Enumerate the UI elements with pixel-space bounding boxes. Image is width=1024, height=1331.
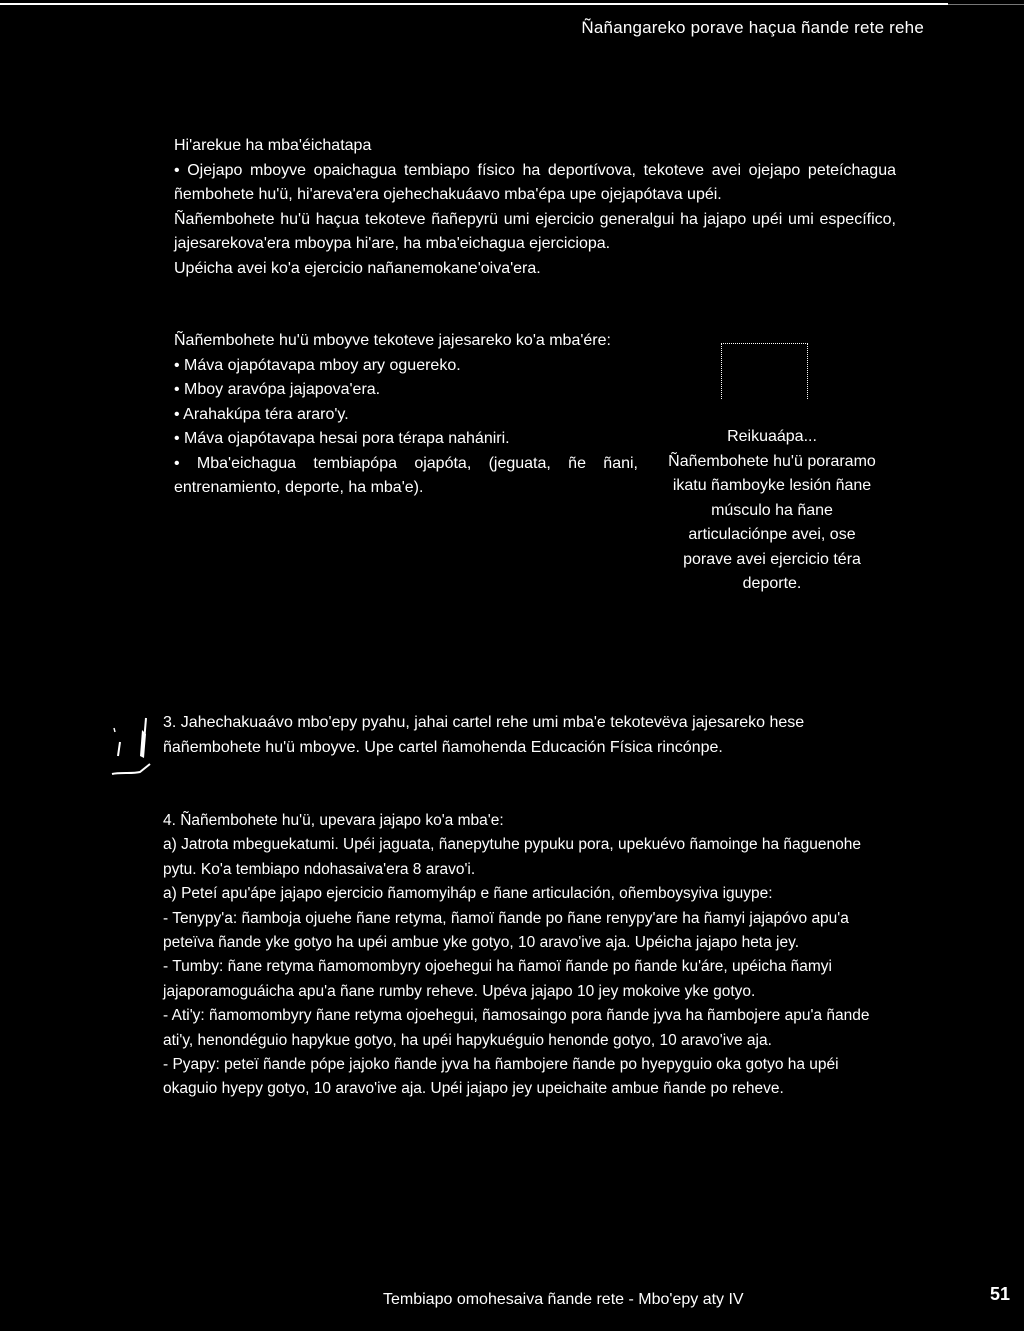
intro-section — [174, 134, 896, 281]
tip-callout — [664, 425, 880, 597]
activity-3-text: 3. Jahechakuaávo mbo'epy pyahu, jahai cartel rehe umi mba'e tekotevëva jajesareko hese ñañembohete hu'ü mboyve. Upe cartel ñamohenda Educación Física rincónpe. — [163, 714, 805, 756]
writing-hand-icon — [110, 712, 156, 778]
intro-paragraph: Upéicha avei ko'a ejercicio nañanemokane'oiva'era. — [174, 259, 541, 277]
activity-4-step: a) Jatrota mbeguekatumi. Upéi jaguata, ñanepytuhe pypuku pora, upekuévo ñamoinge ha ñaguenohe pytu. Ko'a tembiapo ndohasaiva'era 8 aravo'i. — [163, 836, 861, 878]
activity-4-step: - Tumby: ñane retyma ñamomombyry ojoehegui ha ñamoï ñande po ñande ku'áre, upéicha ñamyi jajaporamoguáicha apu'a ñane rumby reheve. Upéva jajapo 10 jey mokoive yke gotyo. — [163, 958, 832, 1000]
tip-image-frame — [721, 343, 808, 399]
page-header-title: Ñañangareko porave haçua ñande rete rehe — [581, 18, 924, 37]
checklist-item: • Mboy aravópa jajapova'era. — [174, 381, 381, 398]
activity-3 — [163, 711, 823, 760]
tip-body: Ñañembohete hu'ü poraramo ikatu ñamboyke lesión ñane músculo ha ñane articulaciónpe avei, ose porave avei ejercicio téra deporte. — [668, 452, 876, 592]
activity-4 — [163, 809, 871, 1102]
activity-4-step: - Ati'y: ñamomombyry ñane retyma ojoehegui, ñamosaingo pora ñande jyva ha ñambojere apu'a ñande ati'y, henondéguio hapykue gotyo, ha upéi hapykuéguio henonde gotyo, 10 aravo'ive aja. — [163, 1007, 870, 1049]
page-footer: Tembiapo omohesaiva ñande rete - Mbo'epy aty IV — [383, 1291, 744, 1308]
header-rule — [0, 3, 948, 5]
tip-heading: Reikuaápa... — [727, 428, 817, 445]
checklist-section — [174, 329, 638, 501]
header-rule-tail — [948, 4, 1024, 5]
intro-paragraph: Ñañembohete hu'ü haçua tekoteve ñañepyrü umi ejercicio generalgui ha jajapo upéi umi específico, jajesarekova'era mboypa hi'are, ha mba'eichagua ejerciciopa. — [174, 210, 896, 252]
checklist-heading: Ñañembohete hu'ü mboyve tekoteve jajesareko ko'a mba'ére: — [174, 332, 611, 349]
activity-4-heading: 4. Ñañembohete hu'ü, upevara jajapo ko'a mba'e: — [163, 812, 504, 829]
activity-4-step: - Tenypy'a: ñamboja ojuehe ñane retyma, ñamoï ñande po ñane renypy'are ha ñamyi jajapóvo apu'a peteïva ñande yke gotyo ha upéi ambue yke gotyo, 10 aravo'ive aja. Upéicha jajapo heta jey. — [163, 909, 849, 952]
intro-paragraph: • Ojejapo mboyve opaichagua tembiapo físico ha deportívova, tekoteve avei ojejapo peteíchagua ñembohete hu'ü, hi'areva'era ojehechakuáavo mba'épa upe ojejapótava upéi. — [174, 161, 896, 203]
checklist-item: • Máva ojapótavapa hesai pora térapa nahániri. — [174, 430, 510, 447]
checklist-item: • Máva ojapótavapa mboy ary oguereko. — [174, 356, 461, 374]
checklist-item: • Mba'eichagua tembiapópa ojapóta, (jeguata, ñe ñani, entrenamiento, deporte, ha mba'e). — [174, 454, 638, 496]
activity-4-step: - Pyapy: peteï ñande pópe jajoko ñande jyva ha ñambojere ñande po hyepyguio oka gotyo ha upéi okaguio hyepy gotyo, 10 aravo'ive aja. Upéi jajapo jey upeichaite ambue ñande po reheve. — [163, 1056, 839, 1098]
activity-4-step: a) Peteí apu'ápe jajapo ejercicio ñamomyiháp e ñane articulación, oñemboysyiva iguype: — [163, 885, 773, 903]
page-number: 51 — [990, 1284, 1011, 1304]
checklist-item: • Arahakúpa téra araro'y. — [174, 405, 349, 423]
intro-heading: Hi'arekue ha mba'éichatapa — [174, 137, 372, 154]
